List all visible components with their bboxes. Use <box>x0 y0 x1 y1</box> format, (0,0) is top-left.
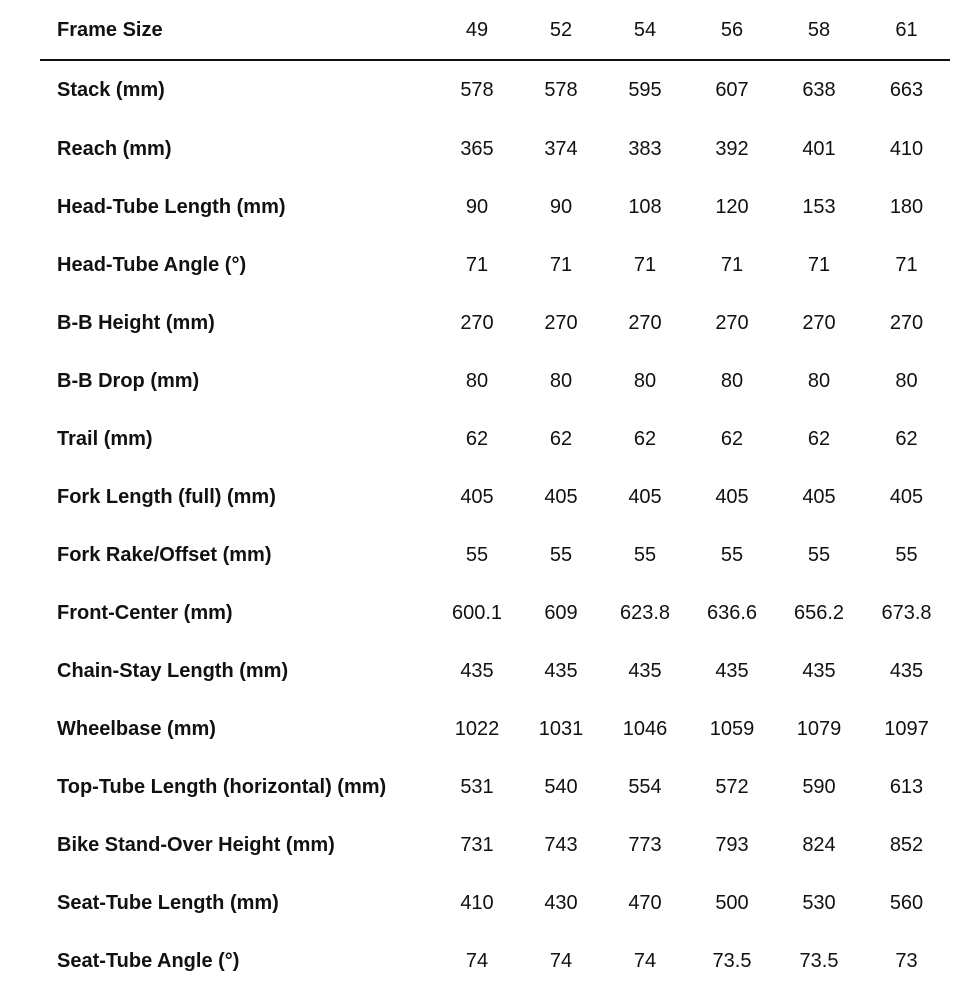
cell-value: 743 <box>544 833 578 856</box>
cell-value: 401 <box>802 137 836 160</box>
row-label: Bike Stand-Over Height (mm) <box>57 833 335 856</box>
cell-value: 852 <box>889 833 924 856</box>
table-header-row <box>40 0 950 60</box>
frame-size-header: Frame Size <box>40 0 433 60</box>
table-row <box>40 758 950 816</box>
cell-value: 636.6 <box>706 601 758 624</box>
table-row <box>40 642 950 700</box>
row-label: Top-Tube Length (horizontal) (mm) <box>57 775 387 798</box>
cell-value: 1022 <box>454 717 500 740</box>
row-label: Seat-Tube Angle (°) <box>57 949 240 972</box>
cell-value: 270 <box>802 311 836 334</box>
table-row <box>40 410 950 468</box>
cell-value: 531 <box>460 775 494 798</box>
cell-value: 435 <box>715 659 749 682</box>
cell-value: 405 <box>715 485 749 508</box>
cell-value: 74 <box>465 949 489 972</box>
cell-value: 55 <box>807 543 831 566</box>
cell-value: 793 <box>715 833 749 856</box>
cell-value: 71 <box>807 253 831 276</box>
cell-value: 62 <box>895 427 918 450</box>
cell-value: 613 <box>889 775 924 798</box>
row-label: Seat-Tube Length (mm) <box>57 891 279 914</box>
cell-value: 405 <box>628 485 662 508</box>
cell-value: 435 <box>628 659 662 682</box>
cell-value: 71 <box>633 253 657 276</box>
cell-value: 554 <box>628 775 662 798</box>
table-row <box>40 874 950 932</box>
cell-value: 62 <box>807 427 831 450</box>
cell-value: 824 <box>802 833 836 856</box>
cell-value: 405 <box>544 485 578 508</box>
size-header: 54 <box>601 0 689 60</box>
cell-value: 73.5 <box>712 949 752 972</box>
table-row <box>40 120 950 178</box>
cell-value: 73.5 <box>799 949 839 972</box>
cell-value: 410 <box>460 891 494 914</box>
table-row <box>40 816 950 874</box>
cell-value: 1079 <box>796 717 842 740</box>
cell-value: 108 <box>628 195 662 218</box>
row-label: Head-Tube Length (mm) <box>57 195 286 218</box>
cell-value: 270 <box>544 311 578 334</box>
cell-value: 435 <box>460 659 494 682</box>
table-row <box>40 352 950 410</box>
cell-value: 578 <box>544 79 578 101</box>
cell-value: 560 <box>889 891 924 914</box>
cell-value: 435 <box>802 659 836 682</box>
cell-value: 80 <box>465 369 489 392</box>
cell-value: 500 <box>715 891 749 914</box>
cell-value: 405 <box>802 485 836 508</box>
geometry-table <box>40 0 950 990</box>
table-row <box>40 932 950 990</box>
table-row <box>40 468 950 526</box>
cell-value: 638 <box>802 79 836 101</box>
row-label: Trail (mm) <box>57 427 153 450</box>
cell-value: 572 <box>715 775 749 798</box>
size-header: 61 <box>863 0 950 60</box>
size-header: 52 <box>521 0 601 60</box>
cell-value: 90 <box>549 195 573 218</box>
table-body <box>40 60 950 990</box>
cell-value: 71 <box>720 253 744 276</box>
cell-value: 80 <box>807 369 831 392</box>
cell-value: 73 <box>895 949 918 972</box>
cell-value: 578 <box>460 79 494 101</box>
row-label: Front-Center (mm) <box>57 601 233 624</box>
cell-value: 435 <box>889 659 924 682</box>
cell-value: 55 <box>465 543 489 566</box>
table-row <box>40 584 950 642</box>
cell-value: 1059 <box>709 717 755 740</box>
cell-value: 731 <box>460 833 494 856</box>
cell-value: 1046 <box>622 717 668 740</box>
cell-value: 55 <box>720 543 744 566</box>
cell-value: 180 <box>889 195 924 218</box>
cell-value: 609 <box>544 601 578 624</box>
cell-value: 80 <box>633 369 657 392</box>
row-label: Stack (mm) <box>57 79 165 101</box>
cell-value: 1031 <box>538 717 584 740</box>
cell-value: 55 <box>895 543 918 566</box>
cell-value: 623.8 <box>619 601 671 624</box>
row-label: B-B Height (mm) <box>57 311 215 334</box>
cell-value: 55 <box>633 543 657 566</box>
cell-value: 435 <box>544 659 578 682</box>
cell-value: 62 <box>633 427 657 450</box>
cell-value: 74 <box>633 949 657 972</box>
cell-value: 673.8 <box>881 601 932 624</box>
table-row <box>40 526 950 584</box>
cell-value: 392 <box>715 137 749 160</box>
cell-value: 656.2 <box>793 601 845 624</box>
size-header: 49 <box>433 0 521 60</box>
row-label: Chain-Stay Length (mm) <box>57 659 289 682</box>
cell-value: 153 <box>802 195 836 218</box>
cell-value: 410 <box>889 137 924 160</box>
row-label: Wheelbase (mm) <box>57 717 216 740</box>
cell-value: 365 <box>460 137 494 160</box>
cell-value: 80 <box>895 369 918 392</box>
cell-value: 71 <box>465 253 489 276</box>
row-label: Head-Tube Angle (°) <box>57 253 247 276</box>
cell-value: 663 <box>889 79 924 101</box>
cell-value: 374 <box>544 137 578 160</box>
cell-value: 62 <box>720 427 744 450</box>
cell-value: 80 <box>549 369 573 392</box>
cell-value: 74 <box>549 949 573 972</box>
table-row <box>40 60 950 120</box>
cell-value: 62 <box>465 427 489 450</box>
cell-value: 530 <box>802 891 836 914</box>
cell-value: 90 <box>465 195 489 218</box>
cell-value: 383 <box>628 137 662 160</box>
cell-value: 600.1 <box>451 601 503 624</box>
cell-value: 80 <box>720 369 744 392</box>
cell-value: 55 <box>549 543 573 566</box>
cell-value: 590 <box>802 775 836 798</box>
cell-value: 595 <box>628 79 662 101</box>
size-header: 58 <box>775 0 863 60</box>
table-row <box>40 236 950 294</box>
cell-value: 470 <box>628 891 662 914</box>
cell-value: 71 <box>895 253 918 276</box>
size-header: 56 <box>689 0 775 60</box>
cell-value: 71 <box>549 253 573 276</box>
cell-value: 270 <box>460 311 494 334</box>
cell-value: 405 <box>889 485 924 508</box>
table-row <box>40 700 950 758</box>
cell-value: 540 <box>544 775 578 798</box>
row-label: Fork Length (full) (mm) <box>57 485 276 508</box>
row-label: Fork Rake/Offset (mm) <box>57 543 272 566</box>
cell-value: 270 <box>715 311 749 334</box>
cell-value: 270 <box>889 311 924 334</box>
row-label: B-B Drop (mm) <box>57 369 200 392</box>
cell-value: 1097 <box>884 717 929 740</box>
cell-value: 120 <box>715 195 749 218</box>
table-row <box>40 178 950 236</box>
table-row <box>40 294 950 352</box>
cell-value: 773 <box>628 833 662 856</box>
cell-value: 270 <box>628 311 662 334</box>
cell-value: 405 <box>460 485 494 508</box>
cell-value: 607 <box>715 79 749 101</box>
row-label: Reach (mm) <box>57 137 172 160</box>
cell-value: 430 <box>544 891 578 914</box>
cell-value: 62 <box>549 427 573 450</box>
